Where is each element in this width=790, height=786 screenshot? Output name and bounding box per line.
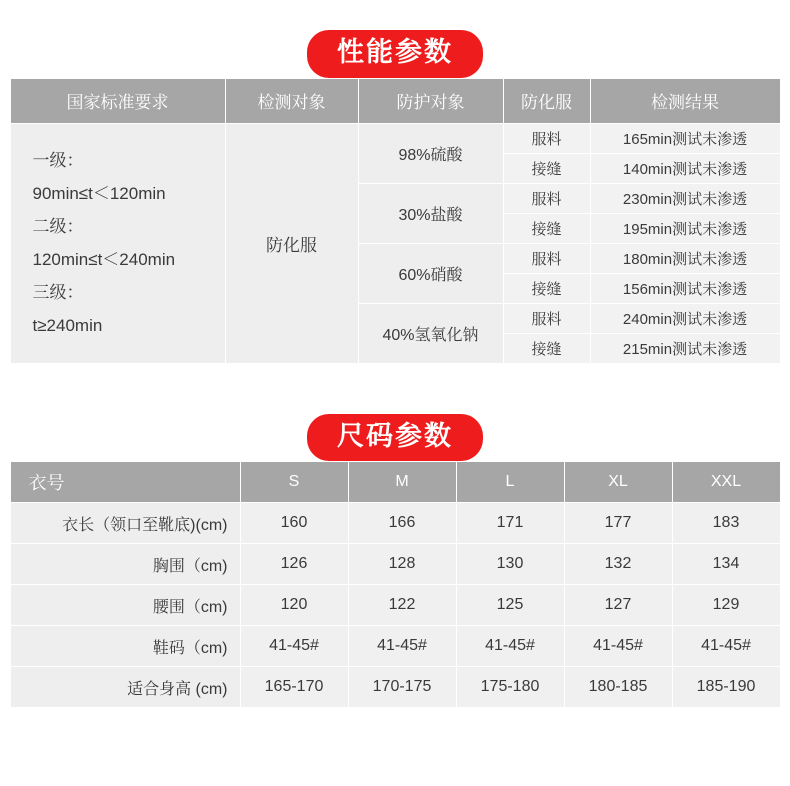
- performance-table: [10, 78, 781, 364]
- part-cell: 服料: [503, 243, 590, 273]
- row-label-chest: 胸围（cm): [10, 544, 240, 585]
- size-table: [10, 461, 781, 708]
- value-cell: 185-190: [672, 667, 780, 708]
- value-cell: 122: [348, 585, 456, 626]
- part-cell: 接缝: [503, 213, 590, 243]
- standard-line-5: 三级：: [32, 283, 84, 303]
- value-cell: 128: [348, 544, 456, 585]
- value-cell: 171: [456, 503, 564, 544]
- table-row: [10, 626, 780, 667]
- result-cell: 165min测试未渗透: [590, 123, 780, 153]
- header-size-xxl: XXL: [672, 462, 780, 503]
- value-cell: 120: [240, 585, 348, 626]
- value-cell: 134: [672, 544, 780, 585]
- header-protect-object: 防护对象: [358, 78, 503, 123]
- header-garment-no: 衣号: [10, 462, 240, 503]
- table-row: [10, 667, 780, 708]
- value-cell: 130: [456, 544, 564, 585]
- size-section: [0, 364, 790, 709]
- value-cell: 132: [564, 544, 672, 585]
- value-cell: 127: [564, 585, 672, 626]
- value-cell: 41-45#: [456, 626, 564, 667]
- performance-table-header-row: [10, 78, 780, 123]
- size-badge: 尺码参数: [307, 414, 483, 462]
- row-label-shoe-size: 鞋码（cm): [10, 626, 240, 667]
- standard-line-2: 90min≤t＜120min: [32, 183, 166, 203]
- result-cell: 140min测试未渗透: [590, 153, 780, 183]
- table-row: [10, 503, 780, 544]
- value-cell: 129: [672, 585, 780, 626]
- part-cell: 服料: [503, 303, 590, 333]
- chemical-cell-1: 98%硫酸: [358, 123, 503, 183]
- row-label-height: 适合身高 (cm): [10, 667, 240, 708]
- standard-line-4: 120min≤t＜240min: [32, 250, 176, 270]
- table-row: [10, 585, 780, 626]
- size-table-header-row: [10, 462, 780, 503]
- result-cell: 215min测试未渗透: [590, 333, 780, 363]
- size-badge-wrap: [0, 414, 790, 462]
- value-cell: 175-180: [456, 667, 564, 708]
- value-cell: 177: [564, 503, 672, 544]
- standard-requirement-cell: [10, 123, 225, 363]
- row-label-waist: 腰围（cm): [10, 585, 240, 626]
- standard-line-1: 一级：: [32, 150, 84, 170]
- standard-line-3: 二级：: [32, 217, 84, 237]
- value-cell: 41-45#: [240, 626, 348, 667]
- chemical-cell-3: 60%硝酸: [358, 243, 503, 303]
- value-cell: 41-45#: [564, 626, 672, 667]
- result-cell: 156min测试未渗透: [590, 273, 780, 303]
- part-cell: 接缝: [503, 273, 590, 303]
- header-suit-part: 防化服: [503, 78, 590, 123]
- header-test-object: 检测对象: [225, 78, 358, 123]
- value-cell: 125: [456, 585, 564, 626]
- header-size-s: S: [240, 462, 348, 503]
- result-cell: 180min测试未渗透: [590, 243, 780, 273]
- part-cell: 接缝: [503, 153, 590, 183]
- standard-line-6: t≥240min: [32, 316, 103, 336]
- header-standard: 国家标准要求: [10, 78, 225, 123]
- header-size-m: M: [348, 462, 456, 503]
- performance-badge-wrap: [0, 30, 790, 78]
- part-cell: 服料: [503, 123, 590, 153]
- result-cell: 195min测试未渗透: [590, 213, 780, 243]
- header-size-l: L: [456, 462, 564, 503]
- value-cell: 41-45#: [348, 626, 456, 667]
- test-object-cell: 防化服: [225, 123, 358, 363]
- table-row: [10, 544, 780, 585]
- value-cell: 165-170: [240, 667, 348, 708]
- performance-badge: 性能参数: [307, 30, 483, 78]
- value-cell: 126: [240, 544, 348, 585]
- chemical-cell-2: 30%盐酸: [358, 183, 503, 243]
- chemical-cell-4: 40%氢氧化钠: [358, 303, 503, 363]
- header-size-xl: XL: [564, 462, 672, 503]
- value-cell: 170-175: [348, 667, 456, 708]
- part-cell: 服料: [503, 183, 590, 213]
- part-cell: 接缝: [503, 333, 590, 363]
- value-cell: 160: [240, 503, 348, 544]
- result-cell: 240min测试未渗透: [590, 303, 780, 333]
- header-result: 检测结果: [590, 78, 780, 123]
- value-cell: 166: [348, 503, 456, 544]
- result-cell: 230min测试未渗透: [590, 183, 780, 213]
- performance-section: [0, 0, 790, 364]
- value-cell: 41-45#: [672, 626, 780, 667]
- value-cell: 180-185: [564, 667, 672, 708]
- table-row: [10, 123, 780, 153]
- value-cell: 183: [672, 503, 780, 544]
- row-label-length: 衣长（领口至靴底)(cm): [10, 503, 240, 544]
